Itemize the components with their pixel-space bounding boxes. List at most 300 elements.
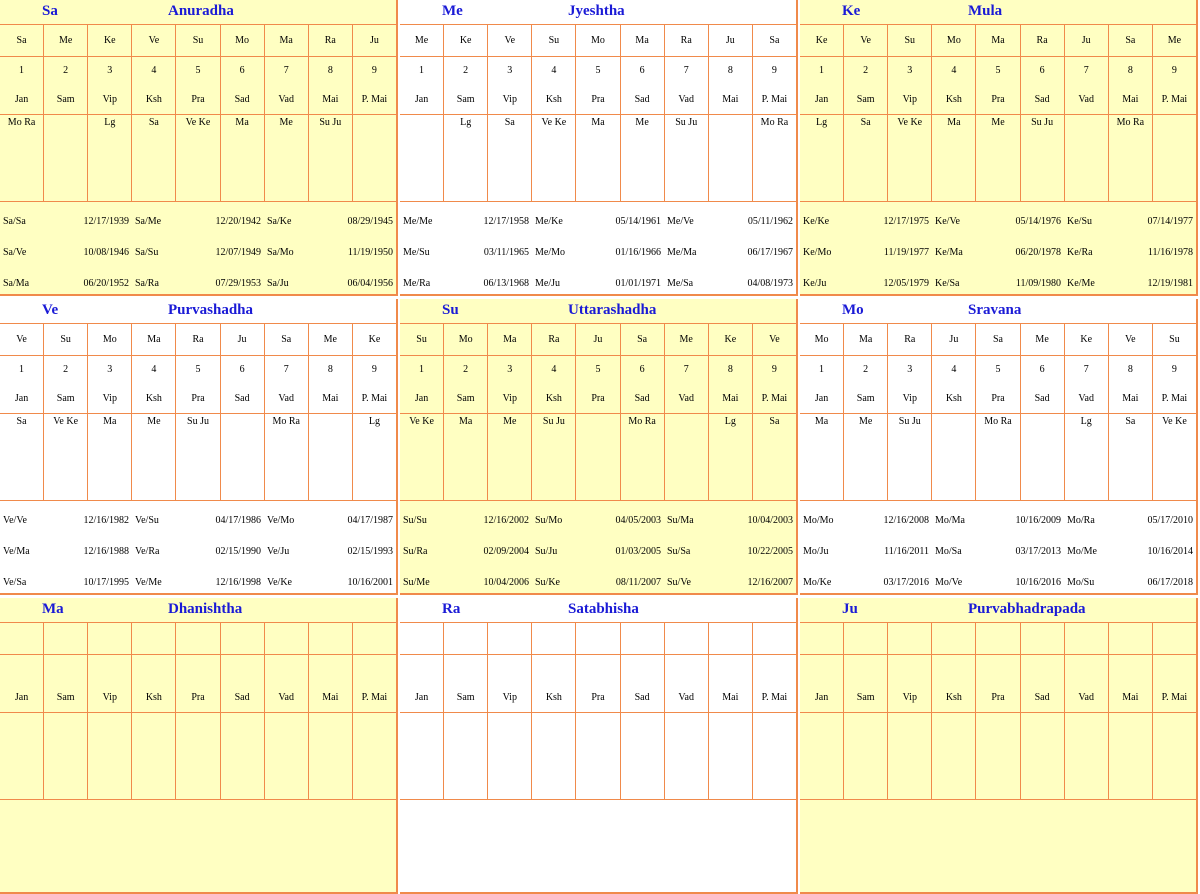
label-cell: Vip bbox=[88, 384, 132, 413]
dasha-date: 05/14/1961 bbox=[615, 216, 661, 227]
nakshatra-name: Purvabhadrapada bbox=[968, 601, 1086, 617]
house-cell: Ma bbox=[576, 115, 620, 201]
dasha-date: 12/20/1942 bbox=[215, 216, 261, 227]
house-cell bbox=[1065, 713, 1109, 799]
nakshatra-panel bbox=[400, 299, 798, 595]
lord-cell bbox=[1109, 623, 1153, 654]
lord-cell: Me bbox=[400, 25, 444, 56]
lord-cell: Su bbox=[1169, 334, 1180, 345]
lord-row bbox=[800, 25, 1196, 57]
dasha-date: 08/29/1945 bbox=[347, 216, 393, 227]
nakshatra-panel bbox=[0, 598, 398, 894]
house-cell bbox=[976, 713, 1020, 799]
number-cell bbox=[44, 655, 88, 683]
dasha-row bbox=[0, 567, 396, 598]
dasha-entry bbox=[400, 247, 532, 258]
dasha-entry bbox=[664, 515, 796, 526]
dasha-entry bbox=[532, 577, 664, 588]
dasha-date: 12/17/1975 bbox=[883, 216, 929, 227]
house-row bbox=[400, 115, 796, 202]
number-cell bbox=[309, 655, 353, 683]
number-cell: 1 bbox=[0, 57, 44, 85]
dasha-entry bbox=[264, 515, 396, 526]
label-cell: Sam bbox=[444, 683, 488, 712]
number-cell bbox=[1153, 655, 1196, 683]
dasha-date: 03/17/2013 bbox=[1015, 546, 1061, 557]
lord-cell: Ju bbox=[221, 324, 265, 355]
house-cell: Su Ju bbox=[665, 115, 709, 201]
label-cell: Sad bbox=[1021, 85, 1065, 114]
panel-header bbox=[0, 0, 396, 25]
label-cell: Mai bbox=[709, 384, 753, 413]
dasha-entry bbox=[664, 577, 796, 588]
number-cell bbox=[932, 655, 976, 683]
number-cell bbox=[265, 655, 309, 683]
number-cell: 8 bbox=[309, 356, 353, 384]
house-cell: Sa bbox=[132, 115, 176, 201]
dasha-entry bbox=[1064, 216, 1196, 227]
lord-cell: Ke bbox=[88, 25, 132, 56]
lord-cell bbox=[88, 623, 132, 654]
dasha-period: Su/Ke bbox=[535, 577, 560, 588]
lord-cell: Mo bbox=[800, 324, 844, 355]
label-cell: Jan bbox=[800, 384, 844, 413]
dasha-date: 04/05/2003 bbox=[615, 515, 661, 526]
house-cell bbox=[221, 414, 265, 500]
label-cell: Jan bbox=[0, 683, 44, 712]
lord-cell bbox=[309, 623, 353, 654]
label-cell: P. Mai bbox=[1161, 692, 1188, 703]
dasha-entry bbox=[264, 577, 396, 588]
label-cell: Vip bbox=[488, 683, 532, 712]
dasha-entry bbox=[800, 546, 932, 557]
label-cell: Sad bbox=[621, 384, 665, 413]
label-cell: Mai bbox=[709, 85, 753, 114]
lord-cell: Ve bbox=[488, 25, 532, 56]
number-cell bbox=[400, 655, 444, 683]
dasha-date: 06/13/1968 bbox=[483, 278, 529, 289]
house-cell bbox=[309, 713, 353, 799]
dasha-entry bbox=[800, 216, 932, 227]
house-cell: Mo Ra bbox=[0, 115, 44, 201]
house-cell bbox=[665, 713, 709, 799]
house-cell: Lg bbox=[368, 416, 380, 427]
nakshatra-name: Purvashadha bbox=[168, 302, 254, 318]
house-cell bbox=[488, 713, 532, 799]
house-row bbox=[400, 414, 796, 501]
lord-cell: Ma bbox=[621, 25, 665, 56]
label-cell: Vip bbox=[888, 683, 932, 712]
dasha-table bbox=[800, 202, 1196, 299]
dasha-period: Ve/Me bbox=[135, 577, 162, 588]
label-cell: Vad bbox=[265, 384, 309, 413]
dasha-period: Mo/Ma bbox=[935, 515, 965, 526]
label-cell: Jan bbox=[0, 85, 44, 114]
number-cell bbox=[176, 655, 220, 683]
house-cell: Ve Ke bbox=[400, 414, 444, 500]
nakshatra-name: Dhanishtha bbox=[168, 601, 243, 617]
dasha-entry bbox=[0, 577, 132, 588]
number-cell bbox=[0, 655, 44, 683]
lord-cell bbox=[844, 623, 888, 654]
dasha-entry bbox=[932, 278, 1064, 289]
lord-cell: Ma bbox=[488, 324, 532, 355]
lord-cell bbox=[888, 623, 932, 654]
dasha-planet: Su bbox=[442, 302, 459, 318]
label-row bbox=[0, 384, 396, 414]
house-cell: Su Ju bbox=[888, 414, 932, 500]
dasha-period: Ke/Ma bbox=[935, 247, 963, 258]
lord-cell: Sa bbox=[769, 35, 780, 46]
label-cell: Vad bbox=[1065, 683, 1109, 712]
label-cell: Ksh bbox=[532, 683, 576, 712]
number-cell: 6 bbox=[1021, 356, 1065, 384]
label-cell: Vip bbox=[88, 683, 132, 712]
dasha-date: 12/16/1998 bbox=[215, 577, 261, 588]
dasha-period: Ve/Ra bbox=[135, 546, 160, 557]
house-cell bbox=[353, 713, 396, 799]
label-cell: P. Mai bbox=[761, 692, 788, 703]
lord-cell bbox=[488, 623, 532, 654]
dasha-planet: Me bbox=[442, 3, 463, 19]
lord-cell: Sa bbox=[0, 25, 44, 56]
lord-cell: Ve bbox=[132, 25, 176, 56]
lord-cell: Mo bbox=[444, 324, 488, 355]
dasha-entry bbox=[800, 278, 932, 289]
dasha-row bbox=[800, 505, 1196, 536]
lord-cell bbox=[709, 623, 753, 654]
label-cell: Pra bbox=[976, 384, 1020, 413]
number-row bbox=[0, 655, 396, 683]
lord-cell: Sa bbox=[1109, 25, 1153, 56]
house-cell bbox=[932, 713, 976, 799]
lord-cell bbox=[800, 623, 844, 654]
label-cell: Ksh bbox=[132, 85, 176, 114]
dasha-row bbox=[400, 237, 796, 268]
label-row bbox=[400, 85, 796, 115]
number-cell: 8 bbox=[709, 57, 753, 85]
number-cell: 6 bbox=[621, 57, 665, 85]
lord-cell: Ke bbox=[444, 25, 488, 56]
lord-cell: Ra bbox=[532, 324, 576, 355]
house-cell: Ve Ke bbox=[1162, 416, 1187, 427]
label-cell: Mai bbox=[1109, 85, 1153, 114]
house-cell: Su Ju bbox=[309, 115, 353, 201]
dasha-date: 12/16/2007 bbox=[747, 577, 793, 588]
nakshatra-name: Satabhisha bbox=[568, 601, 639, 617]
label-cell: Mai bbox=[309, 384, 353, 413]
label-cell: Sam bbox=[444, 85, 488, 114]
dasha-period: Mo/Ke bbox=[803, 577, 832, 588]
house-cell: Ma bbox=[221, 115, 265, 201]
dasha-row bbox=[800, 567, 1196, 598]
label-cell: Sad bbox=[221, 683, 265, 712]
lord-cell bbox=[621, 623, 665, 654]
lord-row bbox=[800, 623, 1196, 655]
lord-cell bbox=[1153, 623, 1196, 654]
label-cell: Jan bbox=[400, 384, 444, 413]
house-cell: Ma bbox=[800, 414, 844, 500]
house-cell bbox=[1153, 115, 1196, 201]
number-cell bbox=[1065, 655, 1109, 683]
dasha-period: Me/Ve bbox=[667, 216, 694, 227]
number-cell: 5 bbox=[176, 57, 220, 85]
number-cell: 3 bbox=[88, 356, 132, 384]
lord-cell bbox=[1065, 623, 1109, 654]
label-cell: Pra bbox=[976, 683, 1020, 712]
dasha-period: Ke/Ve bbox=[935, 216, 960, 227]
label-cell: Ksh bbox=[932, 683, 976, 712]
dasha-entry bbox=[532, 216, 664, 227]
panel-header bbox=[0, 299, 396, 324]
lord-cell: Me bbox=[1167, 35, 1182, 46]
lord-cell bbox=[444, 623, 488, 654]
dasha-period: Mo/Me bbox=[1067, 546, 1097, 557]
lord-cell: Ju bbox=[709, 25, 753, 56]
house-cell bbox=[400, 713, 444, 799]
dasha-entry bbox=[1064, 247, 1196, 258]
nakshatra-name: Sravana bbox=[968, 302, 1022, 318]
label-cell: Ksh bbox=[932, 384, 976, 413]
number-cell: 5 bbox=[976, 57, 1020, 85]
dasha-period: Ke/Me bbox=[1067, 278, 1095, 289]
number-cell: 5 bbox=[576, 356, 620, 384]
dasha-period: Ve/Ju bbox=[267, 546, 290, 557]
dasha-entry bbox=[264, 247, 396, 258]
dasha-period: Me/Me bbox=[403, 216, 433, 227]
dasha-row bbox=[400, 536, 796, 567]
nakshatra-panel bbox=[0, 0, 398, 296]
lord-cell bbox=[576, 623, 620, 654]
house-cell: Me bbox=[265, 115, 309, 201]
dasha-date: 01/03/2005 bbox=[615, 546, 661, 557]
number-cell bbox=[753, 655, 796, 683]
dasha-date: 02/15/1993 bbox=[347, 546, 393, 557]
lord-cell: Ju bbox=[1065, 25, 1109, 56]
dasha-row bbox=[0, 268, 396, 299]
house-cell: Su Ju bbox=[176, 414, 220, 500]
label-cell: Vip bbox=[488, 85, 532, 114]
house-cell bbox=[800, 713, 844, 799]
nakshatra-panel bbox=[400, 598, 798, 894]
label-cell: Ksh bbox=[132, 384, 176, 413]
house-cell: Me bbox=[132, 414, 176, 500]
house-cell bbox=[1021, 713, 1065, 799]
lord-cell bbox=[0, 623, 44, 654]
lord-cell: Ra bbox=[1021, 25, 1065, 56]
lord-cell bbox=[976, 623, 1020, 654]
number-row bbox=[400, 655, 796, 683]
lord-cell: Ma bbox=[265, 25, 309, 56]
house-row bbox=[800, 414, 1196, 501]
dasha-period: Ve/Su bbox=[135, 515, 159, 526]
label-cell: Pra bbox=[976, 85, 1020, 114]
house-cell: Sa bbox=[0, 414, 44, 500]
number-cell bbox=[221, 655, 265, 683]
dasha-period: Sa/Su bbox=[135, 247, 159, 258]
dasha-entry bbox=[532, 515, 664, 526]
house-cell: Lg bbox=[800, 115, 844, 201]
label-cell: Vad bbox=[265, 683, 309, 712]
dasha-period: Ve/Ma bbox=[3, 546, 30, 557]
house-cell bbox=[576, 414, 620, 500]
dasha-date: 07/29/1953 bbox=[215, 278, 261, 289]
house-cell bbox=[309, 414, 353, 500]
number-cell: 1 bbox=[400, 57, 444, 85]
dasha-period: Su/Su bbox=[403, 515, 427, 526]
number-cell bbox=[844, 655, 888, 683]
dasha-period: Sa/Ve bbox=[3, 247, 27, 258]
dasha-entry bbox=[800, 515, 932, 526]
lord-cell: Ra bbox=[309, 25, 353, 56]
dasha-entry bbox=[0, 546, 132, 557]
number-cell bbox=[444, 655, 488, 683]
number-cell: 4 bbox=[932, 57, 976, 85]
lord-cell bbox=[176, 623, 220, 654]
house-cell bbox=[400, 115, 444, 201]
dasha-date: 05/17/2010 bbox=[1147, 515, 1193, 526]
lord-row bbox=[0, 623, 396, 655]
dasha-period: Sa/Mo bbox=[267, 247, 294, 258]
dasha-entry bbox=[532, 278, 664, 289]
house-cell bbox=[665, 414, 709, 500]
label-cell: Pra bbox=[176, 384, 220, 413]
house-cell: Sa bbox=[844, 115, 888, 201]
dasha-row bbox=[800, 237, 1196, 268]
number-cell: 2 bbox=[44, 57, 88, 85]
dasha-period: Ke/Ju bbox=[803, 278, 827, 289]
house-cell bbox=[353, 115, 396, 201]
number-cell bbox=[800, 655, 844, 683]
dasha-date: 11/09/1980 bbox=[1015, 278, 1061, 289]
number-row bbox=[0, 356, 396, 384]
dasha-period: Su/Ra bbox=[403, 546, 428, 557]
label-cell: Jan bbox=[400, 683, 444, 712]
number-cell: 4 bbox=[532, 57, 576, 85]
house-cell: Mo Ra bbox=[760, 117, 789, 128]
number-cell: 1 bbox=[400, 356, 444, 384]
dasha-row bbox=[800, 206, 1196, 237]
dasha-date: 08/11/2007 bbox=[615, 577, 661, 588]
number-cell bbox=[88, 655, 132, 683]
label-cell: Pra bbox=[176, 683, 220, 712]
number-cell: 6 bbox=[1021, 57, 1065, 85]
lord-cell: Sa bbox=[976, 324, 1020, 355]
dasha-period: Su/Ve bbox=[667, 577, 691, 588]
house-cell: Me bbox=[844, 414, 888, 500]
label-cell: Pra bbox=[176, 85, 220, 114]
dasha-period: Me/Ra bbox=[403, 278, 431, 289]
number-cell: 7 bbox=[265, 57, 309, 85]
house-cell: Ma bbox=[88, 414, 132, 500]
label-cell: Sad bbox=[221, 85, 265, 114]
lord-cell: Ke bbox=[709, 324, 753, 355]
dasha-row bbox=[800, 268, 1196, 299]
label-cell: Ksh bbox=[532, 384, 576, 413]
dasha-period: Sa/Ra bbox=[135, 278, 159, 289]
label-cell: Sam bbox=[44, 384, 88, 413]
number-cell: 7 bbox=[665, 57, 709, 85]
number-cell: 9 bbox=[1171, 65, 1177, 76]
dasha-date: 02/15/1990 bbox=[215, 546, 261, 557]
nakshatra-panel bbox=[400, 0, 798, 296]
dasha-date: 04/17/1986 bbox=[215, 515, 261, 526]
dasha-table bbox=[800, 800, 1196, 804]
number-row bbox=[400, 57, 796, 85]
house-cell bbox=[709, 713, 753, 799]
dasha-entry bbox=[132, 247, 264, 258]
number-row bbox=[800, 655, 1196, 683]
house-cell bbox=[621, 713, 665, 799]
nakshatra-name: Anuradha bbox=[168, 3, 234, 19]
lord-cell: Su bbox=[400, 324, 444, 355]
number-cell bbox=[665, 655, 709, 683]
panel-header bbox=[400, 299, 796, 324]
dasha-entry bbox=[664, 278, 796, 289]
dasha-entry bbox=[664, 247, 796, 258]
lord-cell: Su bbox=[888, 25, 932, 56]
number-cell: 9 bbox=[771, 364, 777, 375]
dasha-entry bbox=[264, 278, 396, 289]
number-cell: 7 bbox=[665, 356, 709, 384]
lord-cell: Ra bbox=[888, 324, 932, 355]
label-cell: Sam bbox=[844, 85, 888, 114]
number-cell: 4 bbox=[132, 356, 176, 384]
dasha-planet: Mo bbox=[842, 302, 864, 318]
house-cell bbox=[221, 713, 265, 799]
house-cell: Me bbox=[488, 414, 532, 500]
number-cell: 2 bbox=[844, 57, 888, 85]
number-cell: 6 bbox=[221, 356, 265, 384]
lord-cell bbox=[532, 623, 576, 654]
label-cell: Vip bbox=[488, 384, 532, 413]
lord-cell: Su bbox=[176, 25, 220, 56]
lord-cell bbox=[1021, 623, 1065, 654]
dasha-row bbox=[0, 206, 396, 237]
house-cell bbox=[576, 713, 620, 799]
house-row bbox=[0, 713, 396, 800]
label-cell: Mai bbox=[709, 683, 753, 712]
lord-cell: Ju bbox=[576, 324, 620, 355]
house-row bbox=[0, 414, 396, 501]
number-cell: 9 bbox=[1171, 364, 1177, 375]
dasha-date: 10/16/2014 bbox=[1147, 546, 1193, 557]
dasha-entry bbox=[400, 577, 532, 588]
dasha-date: 10/16/2009 bbox=[1015, 515, 1061, 526]
house-cell bbox=[444, 713, 488, 799]
dasha-planet: Sa bbox=[42, 3, 58, 19]
house-row bbox=[800, 713, 1196, 800]
lord-cell bbox=[265, 623, 309, 654]
label-cell: Sam bbox=[844, 384, 888, 413]
label-cell: P. Mai bbox=[1161, 393, 1188, 404]
number-cell: 3 bbox=[888, 57, 932, 85]
dasha-entry bbox=[132, 546, 264, 557]
label-cell: Sad bbox=[1021, 683, 1065, 712]
house-cell: Sa bbox=[488, 115, 532, 201]
dasha-period: Ve/Mo bbox=[267, 515, 295, 526]
dasha-date: 01/01/1971 bbox=[615, 278, 661, 289]
dasha-date: 05/11/1962 bbox=[747, 216, 793, 227]
dasha-date: 10/22/2005 bbox=[747, 546, 793, 557]
dasha-period: Su/Ju bbox=[535, 546, 558, 557]
dasha-date: 06/17/2018 bbox=[1147, 577, 1193, 588]
dasha-row bbox=[0, 237, 396, 268]
number-cell: 8 bbox=[309, 57, 353, 85]
lord-cell: Ve bbox=[844, 25, 888, 56]
label-cell: Vad bbox=[265, 85, 309, 114]
house-row bbox=[0, 115, 396, 202]
